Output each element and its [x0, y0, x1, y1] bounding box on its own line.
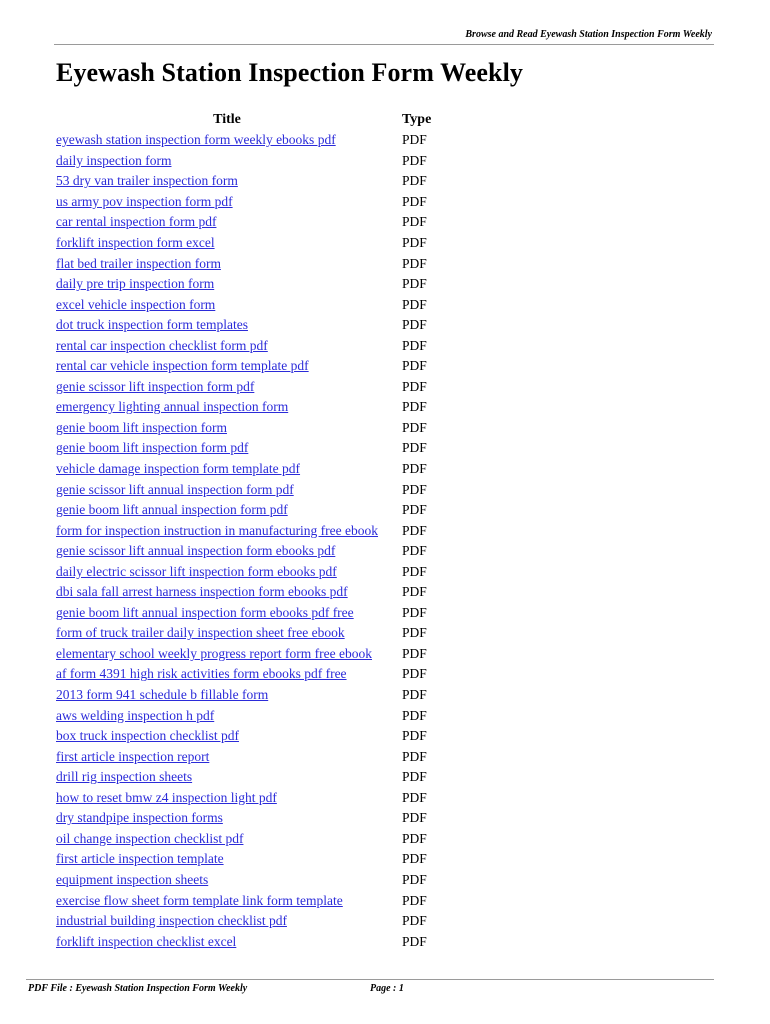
document-link[interactable]: rental car vehicle inspection form template pdf — [56, 358, 309, 374]
document-link[interactable]: rental car inspection checklist form pdf — [56, 337, 268, 353]
row-type-cell: PDF — [402, 666, 427, 682]
document-link[interactable]: box truck inspection checklist pdf — [56, 728, 239, 744]
table-row — [56, 561, 431, 582]
document-link[interactable]: equipment inspection sheets — [56, 871, 209, 887]
row-type-cell: PDF — [402, 851, 427, 867]
document-link[interactable]: exercise flow sheet form template link form template — [56, 892, 343, 908]
footer-file-label: PDF File : Eyewash Station Inspection Form Weekly — [28, 983, 248, 994]
table-row — [56, 253, 431, 274]
table-row — [56, 335, 431, 356]
document-link[interactable]: elementary school weekly progress report form free ebook — [56, 645, 373, 661]
row-title-cell — [56, 520, 398, 541]
running-header: Browse and Read Eyewash Station Inspection Form Weekly — [465, 29, 712, 40]
row-type-cell: PDF — [402, 543, 427, 559]
table-row — [56, 788, 431, 809]
row-type-cell: PDF — [402, 378, 427, 394]
table-row — [56, 397, 431, 418]
row-title-cell — [56, 294, 398, 315]
row-title-cell — [56, 603, 398, 624]
document-link[interactable]: af form 4391 high risk activities form ebooks pdf free — [56, 666, 347, 682]
row-type-cell: PDF — [402, 748, 427, 764]
table-row — [56, 541, 431, 562]
table-row — [56, 664, 431, 685]
row-title-cell — [56, 726, 398, 747]
table-row — [56, 294, 431, 315]
row-type-cell: PDF — [402, 645, 427, 661]
table-row — [56, 315, 431, 336]
row-title-cell — [56, 808, 398, 829]
document-link[interactable]: industrial building inspection checklist pdf — [56, 913, 287, 929]
table-row — [56, 767, 431, 788]
row-type-cell: PDF — [402, 789, 427, 805]
row-title-cell — [56, 233, 398, 254]
row-title-cell — [56, 315, 398, 336]
document-link[interactable]: first article inspection template — [56, 851, 224, 867]
footer-divider — [26, 979, 714, 980]
table-row — [56, 623, 431, 644]
row-type-cell: PDF — [402, 235, 427, 250]
row-title-cell — [56, 582, 398, 603]
document-link[interactable]: first article inspection report — [56, 748, 210, 764]
row-type-cell: PDF — [402, 214, 427, 230]
column-header-type: Type — [402, 112, 432, 127]
row-type-cell: PDF — [402, 913, 427, 929]
row-title-cell — [56, 561, 398, 582]
row-type-cell: PDF — [402, 522, 427, 538]
document-link[interactable]: car rental inspection form pdf — [56, 214, 217, 230]
table-row — [56, 171, 431, 192]
row-type-cell: PDF — [402, 255, 427, 271]
row-type-cell: PDF — [402, 461, 427, 477]
table-row — [56, 459, 431, 480]
row-title-cell — [56, 212, 398, 233]
row-title-cell — [56, 377, 398, 398]
row-type-cell: PDF — [402, 604, 427, 620]
row-title-cell — [56, 788, 398, 809]
row-title-cell — [56, 870, 398, 891]
document-link[interactable]: vehicle damage inspection form template pdf — [56, 461, 301, 477]
table-row — [56, 438, 431, 459]
document-link[interactable]: flat bed trailer inspection form — [56, 255, 221, 271]
results-table — [56, 110, 431, 952]
row-title-cell — [56, 931, 398, 952]
table-row — [56, 130, 431, 151]
row-type-cell: PDF — [402, 810, 427, 826]
row-title-cell — [56, 849, 398, 870]
document-link[interactable]: genie boom lift annual inspection form ebooks pdf free — [56, 604, 354, 620]
document-link[interactable]: form of truck trailer daily inspection sheet free ebook — [56, 625, 345, 641]
row-type-cell: PDF — [402, 584, 427, 600]
row-type-cell: PDF — [402, 563, 427, 579]
document-link[interactable]: drill rig inspection sheets — [56, 769, 193, 785]
row-title-cell — [56, 829, 398, 850]
table-row — [56, 500, 431, 521]
row-title-cell — [56, 418, 398, 439]
table-row — [56, 151, 431, 172]
table-row — [56, 377, 431, 398]
document-link[interactable]: emergency lighting annual inspection form — [56, 399, 289, 415]
row-type-cell: PDF — [402, 769, 427, 785]
row-title-cell — [56, 130, 398, 151]
row-title-cell — [56, 335, 398, 356]
table-row — [56, 644, 431, 665]
row-title-cell — [56, 397, 398, 418]
row-type-cell: PDF — [402, 871, 427, 887]
table-row — [56, 520, 431, 541]
row-type-cell: PDF — [402, 337, 427, 353]
row-type-cell: PDF — [402, 933, 427, 949]
document-link[interactable]: daily electric scissor lift inspection form ebooks pdf — [56, 563, 337, 579]
table-row — [56, 212, 431, 233]
row-title-cell — [56, 438, 398, 459]
row-type-cell: PDF — [402, 173, 427, 189]
document-link[interactable]: eyewash station inspection form weekly ebooks pdf — [56, 132, 336, 148]
table-row — [56, 726, 431, 747]
row-type-cell: PDF — [402, 481, 427, 497]
row-title-cell — [56, 705, 398, 726]
row-type-cell: PDF — [402, 707, 427, 723]
header-divider — [54, 44, 714, 45]
row-title-cell — [56, 356, 398, 377]
row-type-cell: PDF — [402, 502, 427, 518]
row-title-cell — [56, 541, 398, 562]
table-row — [56, 870, 431, 891]
row-title-cell — [56, 500, 398, 521]
document-link[interactable]: genie scissor lift inspection form pdf — [56, 378, 255, 394]
row-title-cell — [56, 274, 398, 295]
column-header-title: Title — [213, 112, 241, 127]
table-row — [56, 911, 431, 932]
document-link[interactable]: how to reset bmw z4 inspection light pdf — [56, 789, 277, 805]
row-type-cell: PDF — [402, 276, 427, 292]
row-type-cell: PDF — [402, 193, 427, 209]
row-title-cell — [56, 911, 398, 932]
document-link[interactable]: 53 dry van trailer inspection form — [56, 173, 238, 189]
row-type-cell: PDF — [402, 625, 427, 641]
document-link[interactable]: 2013 form 941 schedule b fillable form — [56, 687, 269, 703]
row-type-cell: PDF — [402, 728, 427, 744]
row-type-cell: PDF — [402, 358, 427, 374]
table-row — [56, 233, 431, 254]
table-row — [56, 931, 431, 952]
table-header-row — [56, 110, 431, 130]
table-row — [56, 274, 431, 295]
table-row — [56, 808, 431, 829]
document-link[interactable]: us army pov inspection form pdf — [56, 193, 233, 209]
row-type-cell: PDF — [402, 892, 427, 908]
document-link[interactable]: dry standpipe inspection forms — [56, 810, 223, 826]
table-row — [56, 603, 431, 624]
row-title-cell — [56, 479, 398, 500]
document-link[interactable]: oil change inspection checklist pdf — [56, 830, 244, 846]
table-row — [56, 356, 431, 377]
document-link[interactable]: dbi sala fall arrest harness inspection form ebooks pdf — [56, 584, 348, 600]
table-row — [56, 418, 431, 439]
document-link[interactable]: forklift inspection checklist excel — [56, 933, 237, 949]
document-link[interactable]: daily inspection form — [56, 152, 172, 168]
row-title-cell — [56, 890, 398, 911]
table-row — [56, 192, 431, 213]
document-link[interactable]: genie scissor lift annual inspection form ebooks pdf — [56, 543, 336, 559]
document-link[interactable]: form for inspection instruction in manufacturing free ebook — [56, 522, 379, 538]
table-row — [56, 705, 431, 726]
document-link[interactable]: genie boom lift inspection form pdf — [56, 440, 249, 456]
row-title-cell — [56, 253, 398, 274]
document-link[interactable]: forklift inspection form excel — [56, 235, 215, 250]
row-type-cell: PDF — [402, 419, 427, 435]
row-title-cell — [56, 151, 398, 172]
table-row — [56, 582, 431, 603]
document-link[interactable]: genie boom lift inspection form — [56, 419, 227, 435]
row-type-cell: PDF — [402, 296, 427, 312]
table-body — [56, 130, 431, 952]
row-title-cell — [56, 171, 398, 192]
document-link[interactable]: dot truck inspection form templates — [56, 317, 248, 333]
table-row — [56, 746, 431, 767]
document-link[interactable]: aws welding inspection h pdf — [56, 707, 215, 723]
row-title-cell — [56, 664, 398, 685]
row-title-cell — [56, 459, 398, 480]
row-title-cell — [56, 767, 398, 788]
document-link[interactable]: genie boom lift annual inspection form pdf — [56, 502, 288, 518]
row-title-cell — [56, 192, 398, 213]
row-type-cell: PDF — [402, 830, 427, 846]
table-row — [56, 479, 431, 500]
row-type-cell: PDF — [402, 399, 427, 415]
row-type-cell: PDF — [402, 317, 427, 333]
row-title-cell — [56, 623, 398, 644]
document-link[interactable]: daily pre trip inspection form — [56, 276, 215, 292]
row-type-cell: PDF — [402, 132, 427, 148]
document-title: Eyewash Station Inspection Form Weekly — [56, 58, 524, 87]
document-link[interactable]: genie scissor lift annual inspection form pdf — [56, 481, 294, 497]
document-link[interactable]: excel vehicle inspection form — [56, 296, 216, 312]
table-row — [56, 890, 431, 911]
row-title-cell — [56, 746, 398, 767]
row-type-cell: PDF — [402, 440, 427, 456]
row-title-cell — [56, 685, 398, 706]
table-row — [56, 849, 431, 870]
table-row — [56, 685, 431, 706]
table-row — [56, 829, 431, 850]
row-type-cell: PDF — [402, 152, 427, 168]
row-type-cell: PDF — [402, 687, 427, 703]
footer-page-number: Page : 1 — [370, 983, 404, 994]
row-title-cell — [56, 644, 398, 665]
